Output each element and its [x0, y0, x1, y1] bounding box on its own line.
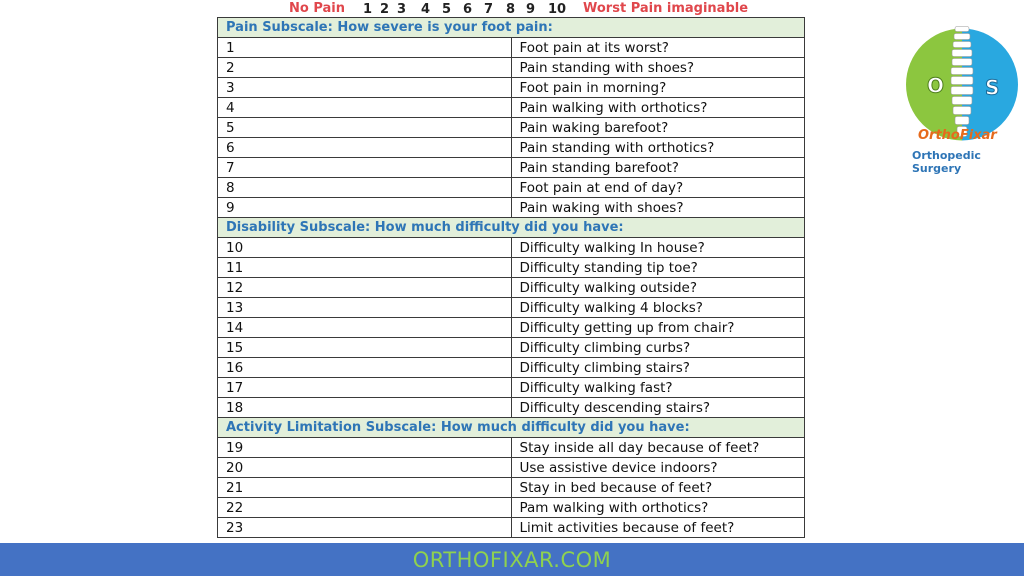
question-text: Foot pain at end of day? [511, 178, 805, 198]
question-number: 23 [218, 518, 512, 538]
question-row [218, 498, 805, 518]
question-row [218, 78, 805, 98]
question-number: 18 [218, 398, 512, 418]
section-title: Activity Limitation Subscale: How much difficulty did you have: [218, 418, 805, 438]
question-text: Pain standing with shoes? [511, 58, 805, 78]
section-header-row [218, 418, 805, 438]
question-number: 13 [218, 298, 512, 318]
scale-number: 9 [526, 2, 536, 17]
question-text: Difficulty climbing curbs? [511, 338, 805, 358]
section-header-row [218, 18, 805, 38]
question-text: Stay inside all day because of feet? [511, 438, 805, 458]
section-header-row [218, 218, 805, 238]
question-number: 16 [218, 358, 512, 378]
footer-site-name: ORTHOFIXAR.COM [412, 547, 612, 572]
question-text: Use assistive device indoors? [511, 458, 805, 478]
question-number: 8 [218, 178, 512, 198]
question-number: 22 [218, 498, 512, 518]
question-number: 21 [218, 478, 512, 498]
brand-tagline: Orthopedic Surgery [912, 149, 981, 175]
scale-number: 3 [397, 2, 407, 17]
question-row [218, 258, 805, 278]
question-number: 19 [218, 438, 512, 458]
question-number: 3 [218, 78, 512, 98]
scale-number: 5 [442, 2, 452, 17]
scale-number: 10 [548, 2, 567, 17]
question-row [218, 518, 805, 538]
question-row [218, 58, 805, 78]
question-text: Pam walking with orthotics? [511, 498, 805, 518]
brand-name: OrthoFixar [918, 128, 997, 143]
logo-letter-s: S [985, 75, 1000, 100]
scale-number: 4 [421, 2, 431, 17]
question-number: 15 [218, 338, 512, 358]
question-number: 14 [218, 318, 512, 338]
question-number: 20 [218, 458, 512, 478]
question-text: Pain walking with orthotics? [511, 98, 805, 118]
question-row [218, 298, 805, 318]
scale-number: 2 [380, 2, 390, 17]
question-text: Stay in bed because of feet? [511, 478, 805, 498]
question-text: Difficulty standing tip toe? [511, 258, 805, 278]
question-text: Difficulty walking In house? [511, 238, 805, 258]
question-number: 4 [218, 98, 512, 118]
question-text: Difficulty climbing stairs? [511, 358, 805, 378]
question-row [218, 198, 805, 218]
scale-number: 7 [484, 2, 494, 17]
question-text: Limit activities because of feet? [511, 518, 805, 538]
question-number: 10 [218, 238, 512, 258]
foot-function-index-table [217, 17, 805, 538]
question-text: Difficulty walking fast? [511, 378, 805, 398]
logo-letter-o: O [927, 73, 945, 98]
question-row [218, 438, 805, 458]
question-row [218, 318, 805, 338]
scale-number: 8 [506, 2, 516, 17]
section-title: Disability Subscale: How much difficulty did you have: [218, 218, 805, 238]
question-row [218, 398, 805, 418]
pain-scale-header [0, 0, 1024, 18]
question-row [218, 118, 805, 138]
no-pain-label: No Pain [289, 1, 345, 16]
section-title: Pain Subscale: How severe is your foot pain: [218, 18, 805, 38]
question-row [218, 238, 805, 258]
footer-bar [0, 543, 1024, 576]
question-text: Foot pain at its worst? [511, 38, 805, 58]
question-row [218, 158, 805, 178]
question-number: 6 [218, 138, 512, 158]
question-row [218, 338, 805, 358]
question-row [218, 478, 805, 498]
question-text: Difficulty getting up from chair? [511, 318, 805, 338]
question-number: 7 [218, 158, 512, 178]
question-row [218, 358, 805, 378]
question-number: 1 [218, 38, 512, 58]
question-text: Pain waking with shoes? [511, 198, 805, 218]
question-text: Foot pain in morning? [511, 78, 805, 98]
scale-number: 1 [363, 2, 373, 17]
question-text: Difficulty walking outside? [511, 278, 805, 298]
question-number: 9 [218, 198, 512, 218]
question-text: Difficulty descending stairs? [511, 398, 805, 418]
question-text: Difficulty walking 4 blocks? [511, 298, 805, 318]
question-number: 12 [218, 278, 512, 298]
question-row [218, 458, 805, 478]
question-text: Pain standing barefoot? [511, 158, 805, 178]
question-number: 17 [218, 378, 512, 398]
question-row [218, 278, 805, 298]
scale-number: 6 [463, 2, 473, 17]
question-text: Pain standing with orthotics? [511, 138, 805, 158]
question-row [218, 98, 805, 118]
question-row [218, 138, 805, 158]
worst-pain-label: Worst Pain imaginable [583, 1, 749, 16]
question-row [218, 378, 805, 398]
question-number: 5 [218, 118, 512, 138]
question-row [218, 38, 805, 58]
question-row [218, 178, 805, 198]
question-text: Pain waking barefoot? [511, 118, 805, 138]
question-number: 11 [218, 258, 512, 278]
question-number: 2 [218, 58, 512, 78]
